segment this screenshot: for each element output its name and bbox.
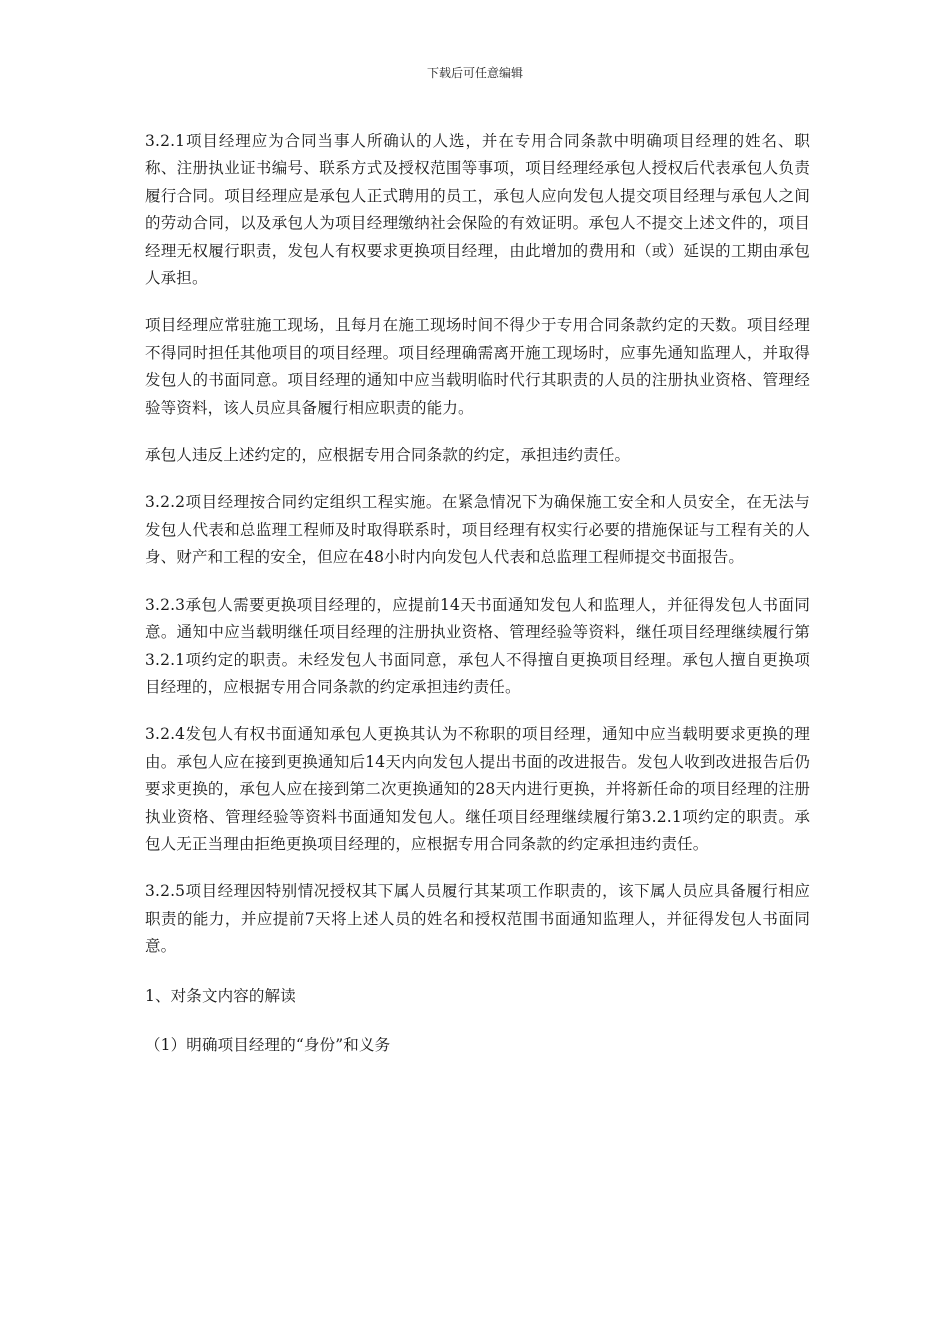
- paragraph-3-2-2: 3.2.2项目经理按合同约定组织工程实施。在紧急情况下为确保施工安全和人员安全，在无法与发包人代表和总监理工程师及时取得联系时，项目经理有权实行必要的措施保证与工程有关的人身、财产和工程的安全，但应在48小时内向发包人代表和总监理工程师提交书面报告。: [145, 493, 810, 567]
- subheading-identity-and-duties: （1）明确项目经理的“身份”和义务: [145, 1035, 391, 1054]
- document-body: [145, 128, 810, 1059]
- paragraph-resident-requirement: 项目经理应常驻施工现场，且每月在施工现场时间不得少于专用合同条款约定的天数。项目经理不得同时担任其他项目的项目经理。项目经理确需离开施工现场时，应事先通知监理人，并取得发包人的书面同意。项目经理的通知中应当载明临时代行其职责的人员的注册执业资格、管理经验等资料，该人员应具备履行相应职责的能力。: [145, 316, 810, 417]
- paragraph-3-2-4: 3.2.4发包人有权书面通知承包人更换其认为不称职的项目经理，通知中应当载明要求更换的理由。承包人应在接到更换通知后14天内向发包人提出书面的改进报告。发包人收到改进报告后仍要求更换的，承包人应在接到第二次更换通知的28天内进行更换，并将新任命的项目经理的注册执业资格、管理经验等资料书面通知发包人。继任项目经理继续履行第3.2.1项约定的职责。承包人无正当理由拒绝更换项目经理的，应根据专用合同条款的约定承担违约责任。: [145, 725, 810, 853]
- paragraph-3-2-5: 3.2.5项目经理因特别情况授权其下属人员履行其某项工作职责的，该下属人员应具备履行相应职责的能力，并应提前7天将上述人员的姓名和授权范围书面通知监理人，并征得发包人书面同意。: [145, 882, 810, 956]
- paragraph-3-2-3: 3.2.3承包人需要更换项目经理的，应提前14天书面通知发包人和监理人，并征得发包人书面同意。通知中应当载明继任项目经理的注册执业资格、管理经验等资料，继任项目经理继续履行第3.2.1项约定的职责。未经发包人书面同意，承包人不得擅自更换项目经理。承包人擅自更换项目经理的，应根据专用合同条款的约定承担违约责任。: [145, 595, 810, 696]
- paragraph-3-2-1: 3.2.1项目经理应为合同当事人所确认的人选，并在专用合同条款中明确项目经理的姓名、职称、注册执业证书编号、联系方式及授权范围等事项，项目经理经承包人授权后代表承包人负责履行合同。项目经理应是承包人正式聘用的员工，承包人应向发包人提交项目经理与承包人之间的劳动合同，以及承包人为项目经理缴纳社会保险的有效证明。承包人不提交上述文件的，项目经理无权履行职责，发包人有权要求更换项目经理，由此增加的费用和（或）延误的工期由承包人承担。: [145, 132, 810, 288]
- paragraph-breach-liability: 承包人违反上述约定的，应根据专用合同条款的约定，承担违约责任。: [145, 446, 631, 465]
- page-header: 下载后可任意编辑: [426, 66, 523, 80]
- section-heading-interpretation: 1、对条文内容的解读: [145, 986, 296, 1005]
